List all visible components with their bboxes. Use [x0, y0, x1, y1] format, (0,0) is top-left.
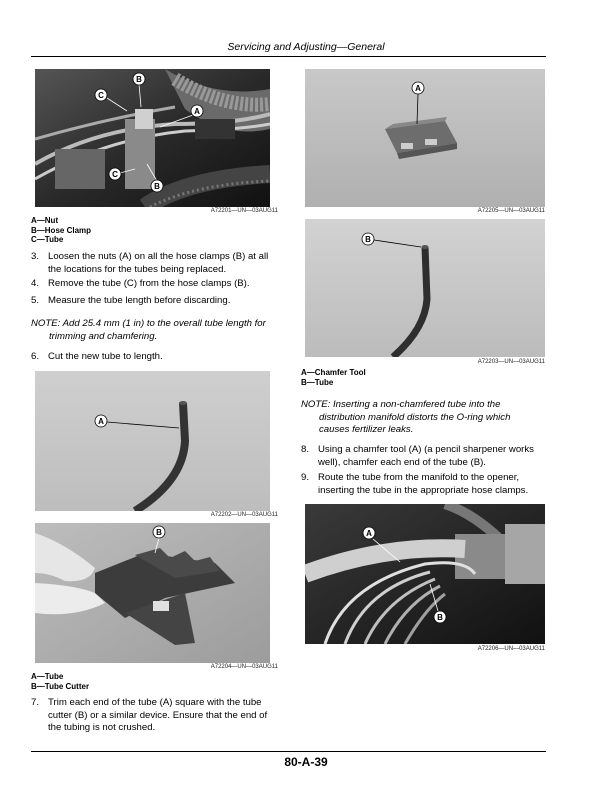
step-6: 6. Cut the new tube to length. [31, 351, 163, 362]
step-4: 4. Remove the tube (C) from the hose clamps (B). [31, 278, 250, 289]
callout-label: C [98, 91, 104, 100]
figure-chamfered-tube-photo [305, 219, 545, 357]
callout-label: B [136, 75, 142, 84]
footer-rule [31, 751, 546, 752]
legend-item: A—Nut [31, 216, 59, 225]
step-9: 9. Route the tube from the manifold to the opener, inserting the tube in the appropriate hose clamps. [301, 472, 529, 496]
figure-chamfer-tool-photo [305, 69, 545, 207]
callout-label: B [365, 235, 371, 244]
callout-label: A [366, 529, 372, 538]
legend-hose-clamps [31, 216, 91, 245]
figure-hose-clamps-photo [35, 69, 270, 207]
figure-code: A72204—UN—03AUG11 [210, 664, 278, 670]
legend-item: A—Tube [31, 672, 64, 681]
callout-label: A [415, 84, 421, 93]
step-5: 5. Measure the tube length before discarding. [31, 295, 231, 306]
page-header: Servicing and Adjusting—General [227, 41, 385, 53]
header-rule [31, 56, 546, 57]
callout-label: A [194, 107, 200, 116]
figure-code: A72205—UN—03AUG11 [477, 208, 545, 214]
callout-label: B [437, 613, 443, 622]
step-8: 8. Using a chamfer tool (A) (a pencil sharpener works well), chamfer each end of the tube (B). [301, 444, 534, 468]
legend-item: B—Hose Clamp [31, 225, 92, 235]
step-7: 7. Trim each end of the tube (A) square with the tube cutter (B) or a similar device. Ensure that the end of the tubing is not crushed. [31, 697, 268, 733]
page-number: 80-A-39 [284, 755, 328, 769]
legend-chamfer [301, 368, 366, 387]
legend-tube-cutter [31, 672, 89, 691]
note-tube-length: NOTE: Add 25.4 mm (1 in) to the overall tube length for trimming and chamfering. [31, 318, 266, 342]
callout-label: B [156, 528, 162, 537]
legend-item: C—Tube [31, 235, 64, 244]
figure-code: A72206—UN—03AUG11 [477, 646, 545, 652]
legend-item: B—Tube Cutter [31, 681, 90, 691]
note-non-chamfered: NOTE: Inserting a non-chamfered tube into the distribution manifold distorts the O-ring which causes fertilizer leaks. [301, 399, 511, 435]
step-3: 3. Loosen the nuts (A) on all the hose clamps (B) at all the locations for the tubes being replaced. [31, 251, 269, 275]
figure-tube-routing-photo [305, 504, 545, 644]
callout-label: C [112, 170, 118, 179]
callout-label: A [98, 417, 104, 426]
figure-code: A72203—UN—03AUG11 [477, 359, 545, 365]
callout-label: B [154, 182, 160, 191]
legend-item: A—Chamfer Tool [301, 368, 366, 377]
figure-code: A72201—UN—03AUG11 [210, 208, 278, 214]
figure-tube-cutter-photo [35, 523, 270, 663]
legend-item: B—Tube [301, 377, 334, 387]
figure-code: A72202—UN—03AUG11 [210, 512, 278, 518]
figure-cut-tube-photo [35, 371, 270, 511]
